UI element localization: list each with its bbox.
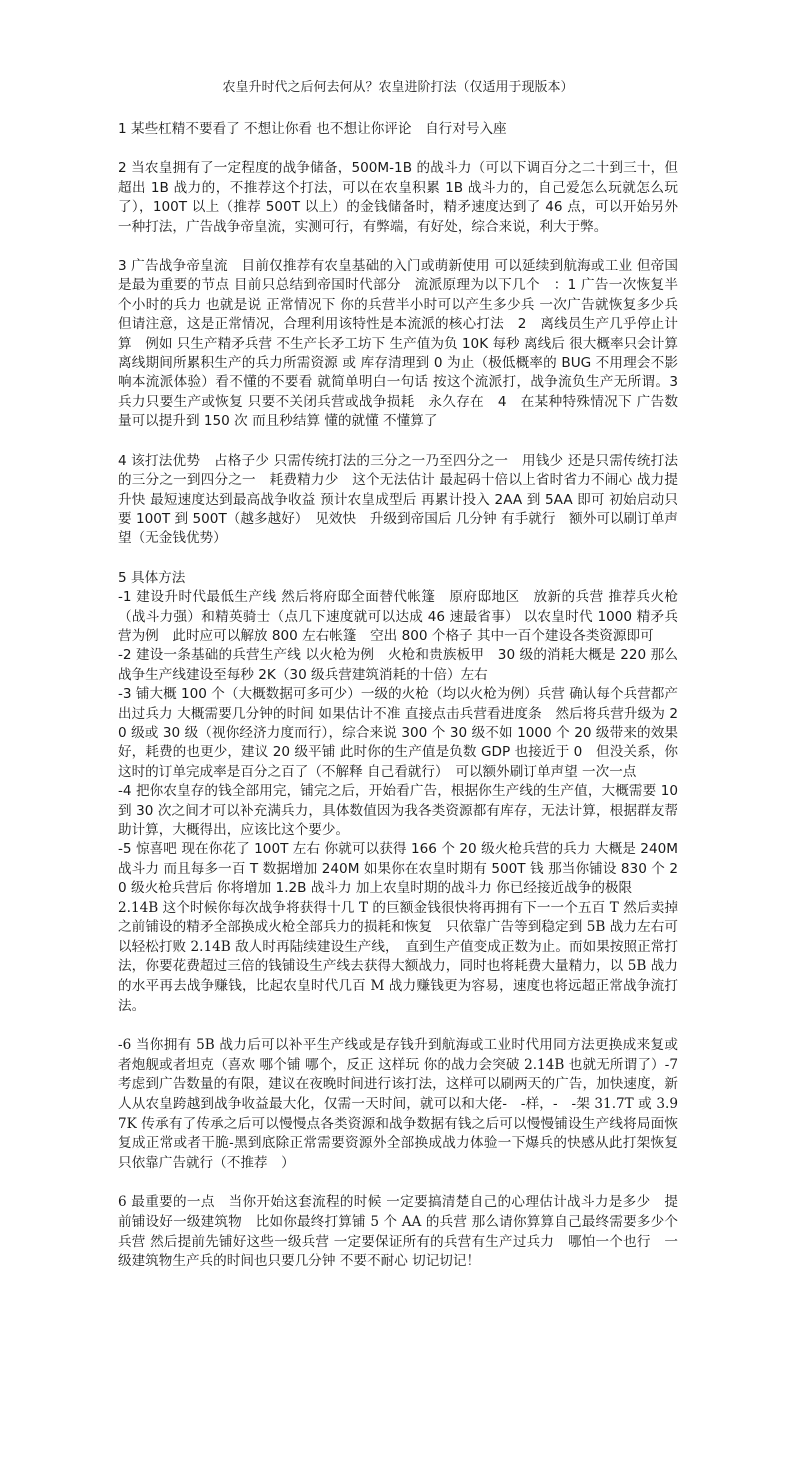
section-5-step-4: -4 把你农皇存的钱全部用完，铺完之后，开始看广告，根据你生产线的生产值，大概需要 10 到 30 次之间才可以补充满兵力，具体数值因为我各类资源都有库存，无法计算，根据群友帮助计算，大概得出，应该比这个要少。 [118, 783, 678, 838]
paragraph-2: 2 当农皇拥有了一定程度的战争储备，500M-1B 的战斗力（可以下调百分之二十到三十，但超出 1B 战力的，不推荐这个打法，可以在农皇积累 1B 战斗力的，自己爱怎么玩就怎么玩了），100T 以上（推荐 500T 以上）的金钱储备时，精矛速度达到了 46 点，可以开始另外一种打法，广告战争帝皇流，实测可行，有弊端，有好处，综合来说，利大于弊。 [118, 160, 678, 235]
paragraph-6: -6 当你拥有 5B 战力后可以补平生产线或是存钱升到航海或工业时代用同方法更换成来复或者炮舰或者坦克（喜欢 哪个铺 哪个，反正 这样玩 你的战力会突破 2.14B 也就无所谓了）-7 考虑到广告数量的有限，建议在夜晚时间进行该打法，这样可以刷两天的广告，加快速度，新人从农皇跨越到战争收益最大化，仅需一天时间，就可以和大佬- -样，- -架 31.7T 或 3.97K 传承有了传承之后可以慢慢点各类资源和战争数据有钱之后可以慢慢铺设生产线将局面恢复成正常或者干脆-黑到底除正常需要资源外全部换成战力体验一下爆兵的快感从此打架恢复只依靠广告就行（不推荐 ） [118, 1037, 678, 1171]
paragraph-1: 1 某些杠精不要看了 不想让你看 也不想让你评论 自行对号入座 [118, 121, 507, 137]
section-5-step-5-continued: 2.14B 这个时候你每次战争将获得十几 T 的巨额金钱很快将再拥有下一一个五百 T 然后卖掉之前铺设的精矛全部换成火枪全部兵力的损耗和恢复 只依靠广告等到稳定到 5B 战力左右可以轻松打败 2.14B 敌人时再陆续建设生产线， 直到生产值变成正数为止。而如果按照正常打法，你要花费超过三倍的钱铺设生产线去获得大额战力，同时也将耗费大量精力，以 5B 战力的水平再去战争赚钱，比起农皇时代几百 M 战力赚钱更为容易，速度也将远超正常战争流打法。 [118, 899, 678, 1014]
section-5-step-3: -3 铺大概 100 个（大概数据可多可少）一级的火枪（均以火枪为例）兵营 确认每个兵营都产出过兵力 大概需要几分钟的时间 如果估计不准 直接点击兵营看进度条 然后将兵营升级为 20 级或 30 级（视你经济力度而行），综合来说 300 个 30 级不如 1000 个 20 级带来的效果好，耗费的也更少，建议 20 级平铺 此时你的生产值是负数 GDP 也接近于 0 但没关系，你这时的订单完成率是百分之百了（不解释 自己看就行） 可以额外刷订单声望 一次一点 [118, 686, 678, 780]
document-title: 农皇升时代之后何去何从？农皇进阶打法（仅适用于现版本） [222, 80, 574, 95]
section-5 [118, 569, 678, 1016]
paragraph-3: 3 广告战争帝皇流 目前仅推荐有农皇基础的入门或萌新使用 可以延续到航海或工业 但帝国是最为重要的节点 目前只总结到帝国时代部分 流派原理为以下几个 ：1 广告一次恢复半个小时的兵力 也就是说 正常情况下 你的兵营半小时可以产生多少兵 一次广告就恢复多少兵 但请注意，这是正常情况，合理利用该特性是本流派的核心打法 2 离线员生产几乎停止计算 例如 只生产精矛兵营 不生产长矛工坊下 生产值为负 10K 每秒 离线后 很大概率只会计算离线期间所累积生产的兵力所需资源 或 库存清理到 0 为止（极低概率的 BUG 不用理会不影响本流派体验）看不懂的不要看 就简单明白一句话 按这个流派打，战争流负生产无所谓。3 兵力只要生产或恢复 只要不关闭兵营或战争损耗 永久存在 4 在某种特殊情况下 广告数量可以提升到 150 次 而且秒结算 懂的就懂 不懂算了 [118, 258, 692, 430]
section-5-step-5: -5 惊喜吧 现在你花了 100T 左右 你就可以获得 166 个 20 级火枪兵营的兵力 大概是 240M 战斗力 而且每多一百 T 数据增加 240M 如果你在农皇时期有 500T 钱 那当你铺设 830 个 20 级火枪兵营后 你将增加 1.2B 战斗力 加上农皇时期的战斗力 你已经接近战争的极限 [118, 841, 678, 897]
paragraph-4: 4 该打法优势 占格子少 只需传统打法的三分之一乃至四分之一 用钱少 还是只需传统打法的三分之一到四分之一 耗费精力少 这个无法估计 最起码十倍以上省时省力不闹心 战力提升快 最短速度达到最高战争收益 预计农皇成型后 再累计投入 2AA 到 5AA 即可 初始启动只要 100T 到 500T（越多越好） 见效快 升级到帝国后 几分钟 有手就行 额外可以刷订单声望（无金钱优势） [118, 452, 678, 547]
section-5-heading: 5 具体方法 [118, 569, 186, 586]
section-5-step-2: -2 建设一条基础的兵营生产线 以火枪为例 火枪和贵族板甲 30 级的消耗大概是 220 那么战争生产线建设至每秒 2K（30 级兵营建筑消耗的十倍）左右 [118, 647, 678, 683]
paragraph-7: 6 最重要的一点 当你开始这套流程的时候 一定要搞清楚自己的心理估计战斗力是多少 提前铺设好一级建筑物 比如你最终打算铺 5 个 AA 的兵营 那么请你算算自己最终需要多少个兵营 然后提前先铺好这些一级兵营 一定要保证所有的兵营有生产过兵力 哪怕一个也行 一级建筑物生产兵的时间也只要几分钟 不要不耐心 切记切记！ [118, 1194, 678, 1270]
document-body [118, 78, 692, 1292]
section-5-step-1: -1 建设升时代最低生产线 然后将府邸全面替代帐篷 原府邸地区 放新的兵营 推荐兵火枪（战斗力强）和精英骑士（点几下速度就可以达成 46 速最省事） 以农皇时代 1000 精矛兵营为例 此时应可以解放 800 左右帐篷 空出 800 个格子 其中一百个建设各类资源即可 [118, 589, 678, 644]
